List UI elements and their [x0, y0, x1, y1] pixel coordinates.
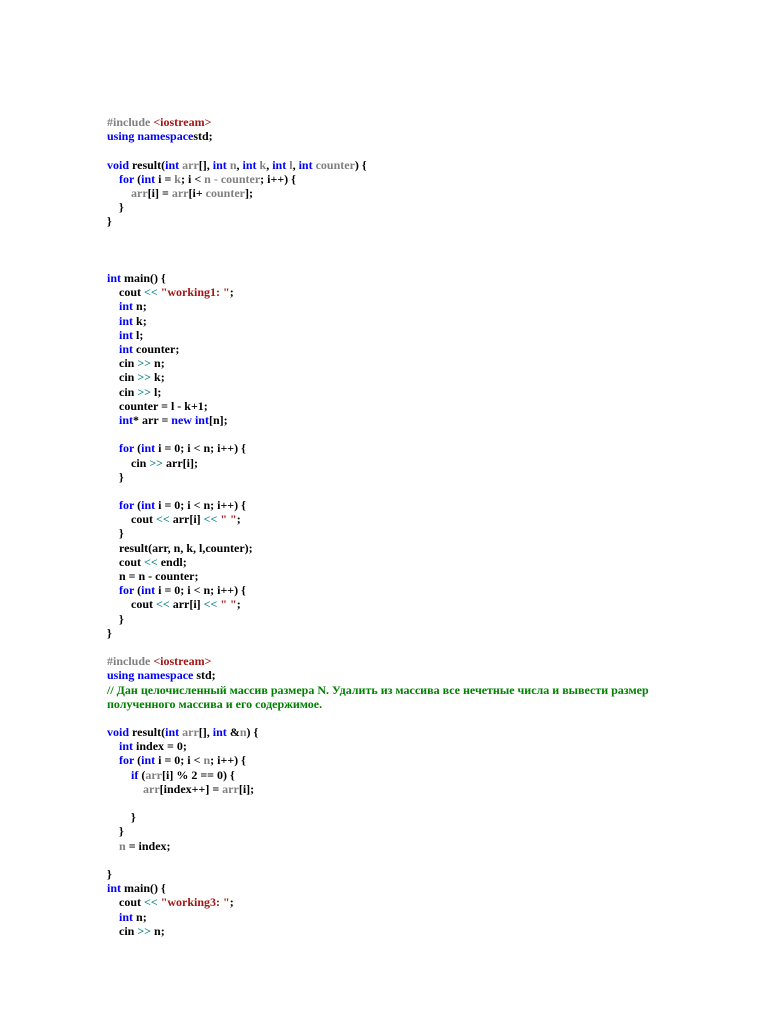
code-token: #include — [107, 654, 154, 669]
code-token: int — [141, 441, 156, 456]
code-token: new int — [171, 412, 209, 427]
code-token: [index++] = — [159, 781, 223, 796]
code-token: int — [212, 725, 227, 740]
code-token: "working1: " — [160, 285, 230, 300]
code-token — [107, 186, 131, 200]
code-token: arr — [171, 185, 189, 200]
blank-line — [107, 143, 707, 157]
code-token: ]; — [244, 185, 253, 200]
code-token — [107, 328, 119, 342]
code-token: k — [259, 157, 267, 172]
code-token: } — [107, 611, 124, 626]
code-token: ; — [236, 512, 241, 527]
code-token: k; — [151, 370, 165, 385]
code-token — [107, 172, 119, 186]
code-token: arr[i] — [169, 597, 204, 612]
code-token: k — [174, 171, 181, 186]
code-token: endl; — [157, 554, 187, 569]
code-line — [107, 725, 707, 739]
code-token: << — [144, 285, 158, 300]
code-token: << — [156, 597, 170, 612]
code-token: cin — [107, 384, 138, 399]
code-token: } — [107, 469, 124, 484]
blank-line — [107, 711, 707, 725]
code-line — [107, 356, 707, 370]
code-token: " " — [220, 512, 237, 527]
code-token: int — [119, 299, 134, 314]
code-token: << — [156, 512, 170, 527]
code-line — [107, 910, 707, 924]
code-line — [107, 413, 707, 427]
code-line — [107, 158, 707, 172]
code-token: arr — [131, 185, 148, 200]
code-token: int — [141, 753, 156, 768]
code-token: ; i++) { — [260, 171, 296, 186]
code-line — [107, 626, 707, 640]
code-token: << — [144, 554, 158, 569]
code-token: } — [107, 526, 124, 541]
code-token — [107, 314, 119, 328]
code-line — [107, 271, 707, 285]
code-token: index = 0; — [133, 739, 187, 754]
code-token: for — [119, 498, 135, 513]
code-token — [107, 753, 119, 767]
code-line — [107, 115, 707, 129]
code-token: int — [165, 725, 180, 740]
code-line — [107, 881, 707, 895]
code-line — [107, 129, 707, 143]
code-token: >> — [137, 356, 152, 371]
code-token: int — [298, 157, 313, 172]
code-token: ; — [229, 285, 234, 300]
code-token: ( — [134, 441, 142, 456]
code-token: i = 0; i < n; i++) { — [155, 583, 246, 598]
code-line — [107, 839, 707, 853]
blank-line — [107, 484, 707, 498]
code-token: arr — [143, 781, 160, 796]
blank-line — [107, 257, 707, 271]
code-token: n — [204, 171, 211, 186]
code-token: n; — [151, 923, 165, 938]
code-listing — [107, 115, 707, 938]
code-token: - counter — [210, 171, 261, 186]
code-token: result( — [129, 725, 166, 740]
code-token: cin — [107, 923, 138, 938]
code-token: cout — [107, 554, 144, 569]
code-line — [107, 498, 707, 512]
code-token: <iostream> — [153, 654, 212, 669]
code-token: // Дан целочисленный массив размера N. Удалить из массива все нечетные числа и вывести размер — [107, 682, 649, 697]
code-token: = index; — [125, 838, 171, 853]
code-token: for — [119, 753, 135, 768]
code-token: i = — [155, 171, 175, 186]
blank-line — [107, 796, 707, 810]
code-token: cout — [107, 597, 156, 612]
code-token: n; — [151, 356, 165, 371]
code-line — [107, 739, 707, 753]
code-token: counter; — [133, 342, 180, 356]
code-line — [107, 583, 707, 597]
code-token: counter — [315, 157, 355, 172]
code-line — [107, 456, 707, 470]
code-token: arr[i] — [169, 512, 204, 527]
code-token: k; — [133, 313, 147, 328]
code-token — [107, 413, 119, 427]
code-token: int — [107, 881, 122, 896]
code-token: int — [119, 739, 134, 754]
code-line — [107, 668, 707, 682]
code-token: >> — [137, 923, 152, 938]
code-token: for — [119, 171, 135, 186]
code-token: int — [119, 909, 134, 924]
code-line — [107, 810, 707, 824]
code-token: int — [119, 313, 134, 328]
code-token: main() { — [121, 881, 166, 896]
code-token — [107, 782, 143, 796]
code-token: , — [292, 157, 299, 172]
code-token: ) { — [354, 157, 367, 172]
code-line — [107, 895, 707, 909]
code-line — [107, 470, 707, 484]
code-token: ( — [138, 767, 146, 782]
code-token — [107, 910, 119, 924]
code-line — [107, 342, 707, 356]
code-token: int — [141, 498, 156, 513]
code-token: int — [107, 271, 122, 286]
code-token: * arr = — [133, 412, 172, 427]
code-token: <iostream> — [153, 115, 212, 129]
code-token: i = 0; i < — [155, 753, 204, 768]
code-token: cin — [107, 356, 138, 371]
code-token: полученного массива и его содержимое. — [107, 696, 323, 711]
code-token: using namespace — [107, 668, 194, 683]
code-token — [107, 299, 119, 313]
code-token: [i]; — [238, 781, 255, 796]
blank-line — [107, 640, 707, 654]
code-token: << — [203, 597, 218, 612]
code-token: l; — [151, 384, 162, 399]
code-token: [], — [198, 725, 213, 740]
code-token — [107, 839, 119, 853]
code-token: main() { — [121, 271, 166, 286]
code-token: n — [229, 157, 237, 172]
code-token: int — [119, 342, 134, 356]
code-token: ( — [134, 171, 142, 186]
code-token: cin — [107, 370, 138, 385]
blank-line — [107, 229, 707, 243]
code-token: result(arr, n, k, l,counter); — [107, 540, 253, 555]
code-token: } — [107, 824, 124, 839]
code-token: [i+ — [188, 185, 206, 200]
code-token: std; — [193, 668, 216, 683]
code-token — [107, 342, 119, 356]
code-token: } — [107, 200, 124, 215]
code-line — [107, 328, 707, 342]
code-line — [107, 299, 707, 313]
code-token: ( — [134, 498, 142, 513]
code-token: ; i++) { — [210, 753, 246, 768]
code-token: counter = l - k+1; — [107, 398, 208, 413]
code-token: int — [212, 157, 227, 172]
code-token: int — [272, 157, 287, 172]
code-token: for — [119, 441, 135, 456]
code-token: [], — [198, 157, 213, 172]
code-token: using namespace — [107, 129, 194, 144]
code-token: n — [119, 838, 126, 853]
code-line — [107, 200, 707, 214]
code-token: } — [107, 866, 112, 881]
code-token: result( — [129, 157, 166, 172]
blank-line — [107, 243, 707, 257]
code-token: arr — [182, 157, 199, 172]
code-token: for — [119, 583, 135, 598]
code-token: #include — [107, 115, 154, 129]
code-line — [107, 569, 707, 583]
code-token: [n]; — [208, 412, 228, 427]
blank-line — [107, 853, 707, 867]
code-token — [107, 739, 119, 753]
code-line — [107, 867, 707, 881]
code-token: >> — [137, 370, 152, 385]
code-line — [107, 541, 707, 555]
code-line — [107, 186, 707, 200]
code-token: int — [119, 327, 134, 342]
code-token: [i] = — [147, 185, 172, 200]
code-token: , — [266, 157, 273, 172]
code-token: ; i < — [180, 171, 205, 186]
code-line — [107, 441, 707, 455]
code-line — [107, 370, 707, 384]
code-line — [107, 555, 707, 569]
code-token: n = n - counter; — [107, 569, 199, 583]
code-token: ( — [134, 753, 142, 768]
code-token: void — [107, 725, 130, 740]
code-token: ( — [134, 583, 142, 598]
code-line — [107, 924, 707, 938]
code-line — [107, 385, 707, 399]
code-token: cout — [107, 285, 144, 300]
code-line — [107, 697, 707, 711]
code-token: n — [203, 753, 211, 768]
code-line — [107, 512, 707, 526]
code-line — [107, 214, 707, 228]
code-token: if — [131, 767, 139, 782]
code-token: >> — [137, 384, 152, 399]
code-line — [107, 824, 707, 838]
code-token: << — [203, 512, 218, 527]
code-token: ) { — [246, 725, 259, 740]
code-token: & — [226, 725, 240, 740]
code-token: n; — [133, 299, 147, 314]
code-token: int — [141, 171, 156, 186]
code-token: << — [144, 895, 158, 910]
code-token: std; — [193, 129, 213, 144]
code-token: , — [236, 157, 243, 172]
code-token: int — [242, 157, 257, 172]
code-token — [107, 768, 131, 782]
code-line — [107, 654, 707, 668]
code-line — [107, 597, 707, 611]
code-token — [107, 498, 119, 512]
code-token: l — [289, 157, 293, 172]
code-token: l; — [133, 327, 144, 342]
code-line — [107, 768, 707, 782]
code-line — [107, 612, 707, 626]
code-token: } — [107, 214, 112, 229]
code-token: arr — [222, 781, 239, 796]
code-line — [107, 683, 707, 697]
code-token: cout — [107, 895, 144, 910]
code-token: "working3: " — [160, 895, 230, 910]
code-token: arr — [145, 767, 162, 782]
code-token: ; — [236, 597, 241, 612]
code-token: i = 0; i < n; i++) { — [155, 498, 246, 513]
code-token: arr[i]; — [163, 455, 199, 470]
code-line — [107, 782, 707, 796]
code-line — [107, 172, 707, 186]
code-token: } — [107, 810, 136, 825]
code-token: i = 0; i < n; i++) { — [155, 441, 246, 456]
code-token: " " — [220, 597, 237, 612]
code-line — [107, 526, 707, 540]
code-token — [107, 583, 119, 597]
code-token — [107, 441, 119, 455]
code-token: n — [239, 725, 247, 740]
code-line — [107, 399, 707, 413]
code-token: [i] % 2 == 0) { — [162, 767, 235, 782]
code-token: ; — [229, 895, 234, 910]
code-token: int — [141, 583, 156, 598]
code-token: } — [107, 625, 112, 640]
code-token: int — [165, 157, 180, 172]
code-token: counter — [205, 185, 245, 200]
code-token: cout — [107, 512, 156, 527]
code-token: cin — [107, 455, 150, 470]
blank-line — [107, 427, 707, 441]
code-token: arr — [182, 725, 199, 740]
code-token: >> — [149, 455, 164, 470]
code-token: n; — [133, 909, 147, 924]
code-token: int — [119, 412, 134, 427]
code-line — [107, 753, 707, 767]
code-token: void — [107, 157, 130, 172]
code-line — [107, 314, 707, 328]
code-line — [107, 285, 707, 299]
